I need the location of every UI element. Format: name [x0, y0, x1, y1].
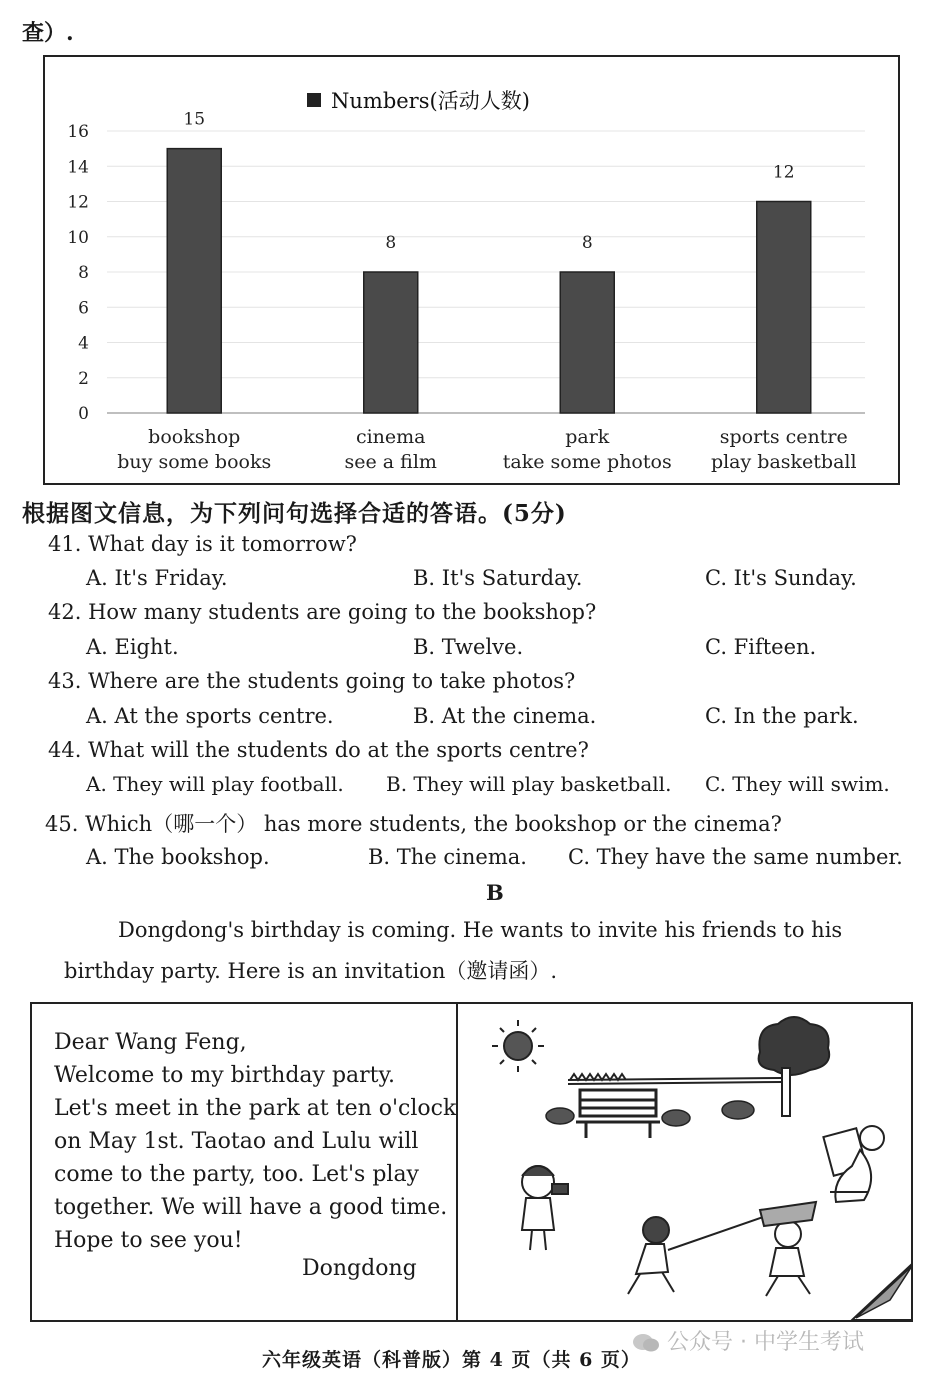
option-44-a[interactable]: A. They will play football. — [86, 772, 344, 796]
y-tick-label: 14 — [67, 157, 89, 178]
question-43 — [48, 669, 575, 693]
data-label: 8 — [581, 233, 593, 253]
y-tick-label: 8 — [78, 263, 89, 283]
y-tick-label: 2 — [78, 368, 89, 389]
y-tick-label: 16 — [67, 122, 89, 142]
legend-swatch — [307, 93, 321, 107]
invitation-line: come to the party, too. Let's play — [54, 1162, 419, 1187]
bench-icon — [576, 1090, 660, 1138]
option-43-c[interactable]: C. In the park. — [705, 704, 859, 728]
watermark-text: 公众号 · 中学生考试 — [667, 1330, 864, 1355]
option-45-b[interactable]: B. The cinema. — [368, 845, 527, 869]
chart-svg — [45, 57, 902, 487]
option-45-c[interactable]: C. They have the same number. — [568, 845, 903, 869]
option-45-a[interactable]: A. The bookshop. — [86, 845, 270, 869]
top-fragment: 查）. — [22, 20, 74, 46]
girl-with-camera-icon — [522, 1166, 568, 1250]
question-44 — [48, 738, 589, 762]
option-42-c[interactable]: C. Fifteen. — [705, 635, 817, 659]
page-footer: 六年级英语（科普版）第 4 页（共 6 页） — [262, 1349, 641, 1371]
option-41-c[interactable]: C. It's Sunday. — [705, 566, 857, 590]
data-label: 8 — [385, 233, 397, 253]
invitation-card — [30, 1002, 913, 1322]
section-title: 根据图文信息，为下列问句选择合适的答语。(5分) — [22, 500, 567, 527]
option-42-b[interactable]: B. Twelve. — [413, 635, 524, 659]
x-category-label: park — [565, 426, 610, 448]
bar-cinema — [364, 272, 418, 413]
question-45 — [45, 808, 782, 838]
children-flying-kite-icon — [628, 1202, 816, 1296]
invitation-line: Dear Wang Feng, — [54, 1030, 247, 1055]
data-label: 12 — [772, 162, 795, 183]
legend-label: Numbers(活动人数) — [331, 89, 530, 113]
sun-icon — [492, 1020, 544, 1072]
x-category-label: sports centre — [719, 426, 848, 448]
intro-line-2: birthday party. Here is an invitation（邀请函）. — [64, 959, 558, 983]
x-category-sublabel: see a film — [344, 451, 437, 473]
y-tick-label: 12 — [67, 192, 89, 213]
tree-icon — [759, 1017, 830, 1116]
option-41-b[interactable]: B. It's Saturday. — [413, 566, 583, 590]
x-category-sublabel: play basketball — [710, 451, 857, 473]
invitation-line: Welcome to my birthday party. — [54, 1063, 395, 1088]
question-number: 41. — [48, 532, 82, 556]
y-tick-label: 0 — [78, 404, 89, 424]
y-tick-label: 6 — [78, 298, 89, 319]
question-41 — [48, 532, 357, 556]
invitation-text — [54, 1026, 456, 1257]
option-44-b[interactable]: B. They will play basketball. — [386, 772, 672, 796]
question-number: 43. — [48, 669, 82, 693]
fence-icon — [568, 1074, 782, 1084]
bar-park — [560, 272, 614, 413]
invitation-line: together. We will have a good time. — [54, 1195, 448, 1220]
question-text: How many students are going to the bookshop? — [88, 600, 597, 624]
question-number: 45. — [45, 812, 79, 836]
bar-sports-centre — [757, 202, 811, 414]
invitation-divider — [456, 1004, 458, 1320]
bar-chart — [43, 55, 900, 485]
question-number: 44. — [48, 738, 82, 762]
invitation-line: on May 1st. Taotao and Lulu will — [54, 1129, 419, 1154]
option-42-a[interactable]: A. Eight. — [86, 635, 179, 659]
page-curl-icon — [852, 1264, 912, 1320]
y-tick-label: 4 — [78, 333, 89, 354]
invitation-line: Let's meet in the park at ten o'clock — [54, 1096, 457, 1121]
part-b-heading: B — [486, 880, 504, 905]
question-text: What will the students do at the sports centre? — [88, 738, 589, 762]
child-painting-icon — [823, 1126, 884, 1202]
wechat-icon — [632, 1332, 660, 1354]
x-category-label: cinema — [355, 426, 426, 448]
question-number: 42. — [48, 600, 82, 624]
x-category-label: bookshop — [148, 426, 241, 448]
invitation-signature: Dongdong — [302, 1256, 417, 1281]
bar-bookshop — [167, 149, 221, 413]
option-41-a[interactable]: A. It's Friday. — [86, 566, 228, 590]
question-text: What day is it tomorrow? — [88, 532, 357, 556]
intro-line-1: Dongdong's birthday is coming. He wants to invite his friends to his — [118, 918, 843, 942]
option-43-a[interactable]: A. At the sports centre. — [86, 704, 334, 728]
x-category-sublabel: buy some books — [117, 451, 272, 473]
invitation-line: Hope to see you! — [54, 1228, 243, 1253]
option-43-b[interactable]: B. At the cinema. — [413, 704, 597, 728]
park-illustration — [460, 1004, 912, 1320]
x-category-sublabel: take some photos — [502, 451, 672, 473]
data-label: 15 — [183, 109, 206, 130]
question-text: Where are the students going to take photos? — [88, 669, 576, 693]
question-text: Which（哪一个） has more students, the bookshop or the cinema? — [85, 812, 782, 836]
question-42 — [48, 600, 596, 624]
option-44-c[interactable]: C. They will swim. — [705, 772, 890, 796]
y-tick-label: 10 — [67, 227, 89, 248]
watermark — [632, 1325, 864, 1356]
